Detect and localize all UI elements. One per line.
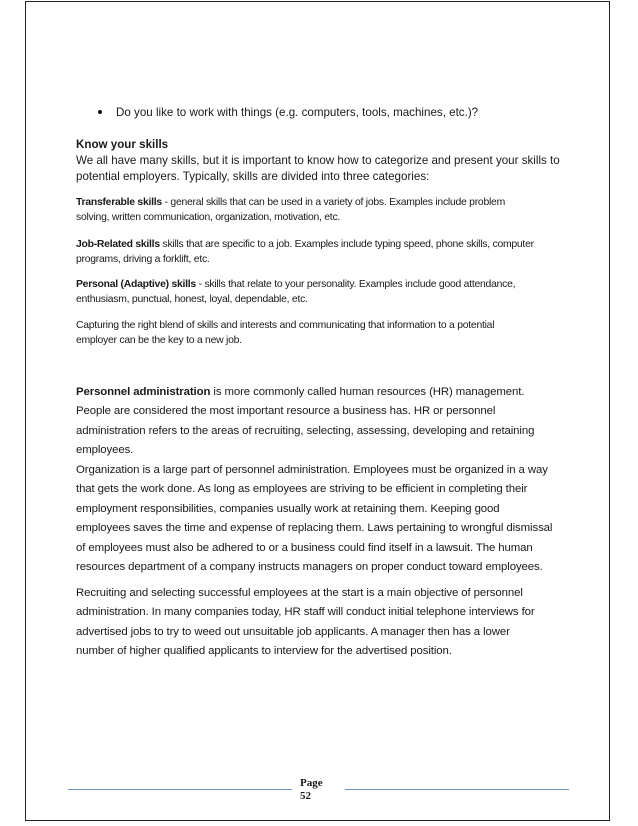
know-skills-section — [76, 137, 576, 185]
bullet-list-item — [98, 105, 478, 120]
capturing-line-2: employer can be the key to a new job. — [76, 335, 242, 346]
page-number: 52 — [300, 790, 311, 802]
footer-rule-left — [68, 789, 292, 790]
organization-line-1: Organization is a large part of personnel administration. Employees must be organized in a way — [76, 464, 548, 476]
recruiting-line-1: Recruiting and selecting successful employees at the start is a main objective of personnel — [76, 587, 523, 599]
personnel-text: is more commonly called human resources (HR) management. — [210, 386, 525, 398]
transferable-text: - general skills that can be used in a variety of jobs. Examples include problem — [161, 197, 505, 208]
transferable-skills-paragraph — [76, 195, 576, 225]
organization-line-4: employees saves the time and expense of replacing them. Laws pertaining to wrongful dismissal — [76, 522, 553, 535]
personnel-line-4: employees. — [76, 444, 134, 457]
recruiting-line-2: administration. In many companies today, HR staff will conduct initial telephone interviews for — [76, 606, 535, 619]
job-related-skills-paragraph — [76, 237, 576, 267]
personal-text: - skills that relate to your personality. Examples include good attendance, — [195, 279, 516, 290]
personal-term: Personal (Adaptive) skills — [76, 279, 196, 290]
job-related-line-2: programs, driving a forklift, etc. — [76, 254, 210, 265]
recruiting-line-4: number of higher qualified applicants to interview for the advertised position. — [76, 645, 452, 658]
capturing-paragraph — [76, 318, 576, 348]
know-skills-heading: Know your skills — [76, 138, 169, 151]
bullet-dot-icon — [98, 110, 102, 114]
job-related-term: Job-Related skills — [76, 239, 160, 250]
organization-line-3: employment responsibilities, companies usually work at retaining them. Keeping good — [76, 502, 500, 515]
personnel-term: Personnel administration — [76, 386, 211, 398]
organization-line-6: resources department of a company instructs managers on proper conduct toward employees. — [76, 561, 543, 574]
recruiting-line-3: advertised jobs to try to weed out unsuitable job applicants. A manager then has a lower — [76, 625, 510, 638]
organization-line-2: that gets the work done. As long as employees are striving to be efficient in completing their — [76, 483, 528, 496]
personnel-administration-paragraph — [76, 383, 576, 461]
organization-paragraph — [76, 461, 576, 577]
page-number-label — [300, 777, 323, 803]
personal-line-2: enthusiasm, punctual, honest, loyal, dependable, etc. — [76, 294, 308, 305]
personnel-line-2: People are considered the most important resource a business has. HR or personnel — [76, 405, 496, 418]
transferable-term: Transferable skills — [76, 197, 162, 208]
transferable-line-2: solving, written communication, organization, motivation, etc. — [76, 212, 341, 223]
capturing-line-1: Capturing the right blend of skills and interests and communicating that information to a potential — [76, 320, 495, 331]
know-skills-line-1: We all have many skills, but it is important to know how to categorize and present your skills to — [76, 154, 560, 167]
page-word: Page — [300, 777, 323, 789]
bullet-text: Do you like to work with things (e.g. computers, tools, machines, etc.)? — [116, 106, 479, 119]
know-skills-line-2: potential employers. Typically, skills are divided into three categories: — [76, 170, 430, 183]
personnel-line-3: administration refers to the areas of recruiting, selecting, assessing, developing and retaining — [76, 424, 535, 437]
recruiting-paragraph — [76, 584, 576, 662]
footer-rule-right — [345, 789, 569, 790]
organization-line-5: of employees must also be adhered to or a business could find itself in a lawsuit. The human — [76, 541, 533, 554]
job-related-text: skills that are specific to a job. Examples include typing speed, phone skills, computer — [159, 239, 534, 250]
personal-skills-paragraph — [76, 277, 576, 307]
